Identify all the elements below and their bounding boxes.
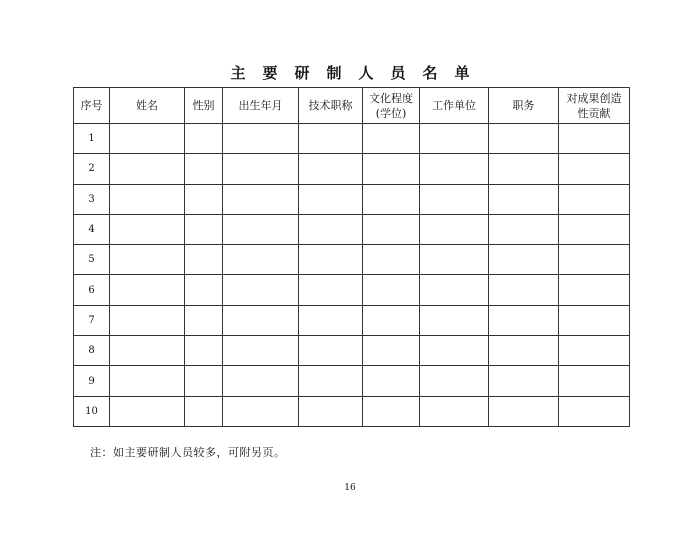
cell-technical-title — [299, 245, 363, 275]
cell-position — [489, 154, 559, 184]
cell-position — [489, 124, 559, 154]
page-title: 主要研制人员名单 — [230, 64, 487, 82]
cell-education — [363, 154, 420, 184]
header-position: 职务 — [489, 88, 559, 124]
cell-technical-title — [299, 275, 363, 305]
cell-education — [363, 275, 420, 305]
cell-education — [363, 124, 420, 154]
cell-name — [110, 154, 185, 184]
cell-technical-title — [299, 154, 363, 184]
table-row — [74, 124, 630, 154]
cell-name — [110, 366, 185, 396]
cell-gender — [185, 396, 223, 426]
cell-work-unit — [420, 275, 489, 305]
cell-contribution — [559, 154, 630, 184]
cell-name — [110, 245, 185, 275]
cell-work-unit — [420, 245, 489, 275]
cell-gender — [185, 366, 223, 396]
cell-education — [363, 184, 420, 214]
cell-technical-title — [299, 214, 363, 244]
cell-name — [110, 305, 185, 335]
row-index: 9 — [74, 366, 110, 396]
cell-gender — [185, 245, 223, 275]
cell-technical-title — [299, 184, 363, 214]
header-index: 序号 — [74, 88, 110, 124]
row-index: 6 — [74, 275, 110, 305]
cell-position — [489, 245, 559, 275]
table-row — [74, 275, 630, 305]
header-education: 文化程度(学位) — [363, 88, 420, 124]
header-work-unit: 工作单位 — [420, 88, 489, 124]
cell-gender — [185, 154, 223, 184]
header-row — [74, 88, 630, 124]
cell-contribution — [559, 275, 630, 305]
cell-gender — [185, 124, 223, 154]
cell-work-unit — [420, 396, 489, 426]
row-index: 5 — [74, 245, 110, 275]
row-index: 10 — [74, 396, 110, 426]
table-row — [74, 366, 630, 396]
cell-education — [363, 214, 420, 244]
cell-work-unit — [420, 305, 489, 335]
cell-work-unit — [420, 124, 489, 154]
cell-technical-title — [299, 124, 363, 154]
cell-contribution — [559, 305, 630, 335]
cell-birth-date — [223, 396, 299, 426]
table-row — [74, 154, 630, 184]
cell-birth-date — [223, 245, 299, 275]
cell-gender — [185, 184, 223, 214]
cell-position — [489, 184, 559, 214]
header-contribution: 对成果创造性贡献 — [559, 88, 630, 124]
cell-education — [363, 396, 420, 426]
cell-position — [489, 305, 559, 335]
table-row — [74, 214, 630, 244]
row-index: 2 — [74, 154, 110, 184]
table-row — [74, 245, 630, 275]
table-row — [74, 336, 630, 366]
cell-work-unit — [420, 366, 489, 396]
table-row — [74, 396, 630, 426]
cell-name — [110, 336, 185, 366]
cell-birth-date — [223, 154, 299, 184]
table-row — [74, 305, 630, 335]
cell-gender — [185, 336, 223, 366]
cell-position — [489, 214, 559, 244]
cell-position — [489, 336, 559, 366]
cell-name — [110, 184, 185, 214]
cell-technical-title — [299, 366, 363, 396]
cell-work-unit — [420, 184, 489, 214]
cell-name — [110, 124, 185, 154]
row-index: 7 — [74, 305, 110, 335]
cell-education — [363, 336, 420, 366]
cell-contribution — [559, 214, 630, 244]
cell-gender — [185, 275, 223, 305]
cell-name — [110, 275, 185, 305]
row-index: 8 — [74, 336, 110, 366]
cell-technical-title — [299, 305, 363, 335]
cell-contribution — [559, 245, 630, 275]
header-birth-date: 出生年月 — [223, 88, 299, 124]
cell-birth-date — [223, 366, 299, 396]
header-name: 姓名 — [110, 88, 185, 124]
cell-technical-title — [299, 396, 363, 426]
cell-gender — [185, 305, 223, 335]
cell-birth-date — [223, 184, 299, 214]
cell-contribution — [559, 184, 630, 214]
cell-position — [489, 275, 559, 305]
header-technical-title: 技术职称 — [299, 88, 363, 124]
footnote: 注：如主要研制人员较多，可附另页。 — [90, 446, 286, 459]
header-gender: 性别 — [185, 88, 223, 124]
cell-contribution — [559, 124, 630, 154]
cell-education — [363, 305, 420, 335]
cell-technical-title — [299, 336, 363, 366]
cell-work-unit — [420, 154, 489, 184]
cell-education — [363, 366, 420, 396]
cell-birth-date — [223, 124, 299, 154]
table-row — [74, 184, 630, 214]
cell-birth-date — [223, 275, 299, 305]
cell-birth-date — [223, 336, 299, 366]
cell-position — [489, 366, 559, 396]
cell-contribution — [559, 366, 630, 396]
cell-birth-date — [223, 305, 299, 335]
cell-gender — [185, 214, 223, 244]
cell-work-unit — [420, 336, 489, 366]
cell-name — [110, 396, 185, 426]
row-index: 4 — [74, 214, 110, 244]
row-index: 3 — [74, 184, 110, 214]
cell-birth-date — [223, 214, 299, 244]
personnel-table — [73, 87, 630, 427]
page-number: 16 — [344, 483, 356, 493]
cell-work-unit — [420, 214, 489, 244]
row-index: 1 — [74, 124, 110, 154]
cell-contribution — [559, 396, 630, 426]
cell-position — [489, 396, 559, 426]
cell-name — [110, 214, 185, 244]
cell-contribution — [559, 336, 630, 366]
cell-education — [363, 245, 420, 275]
